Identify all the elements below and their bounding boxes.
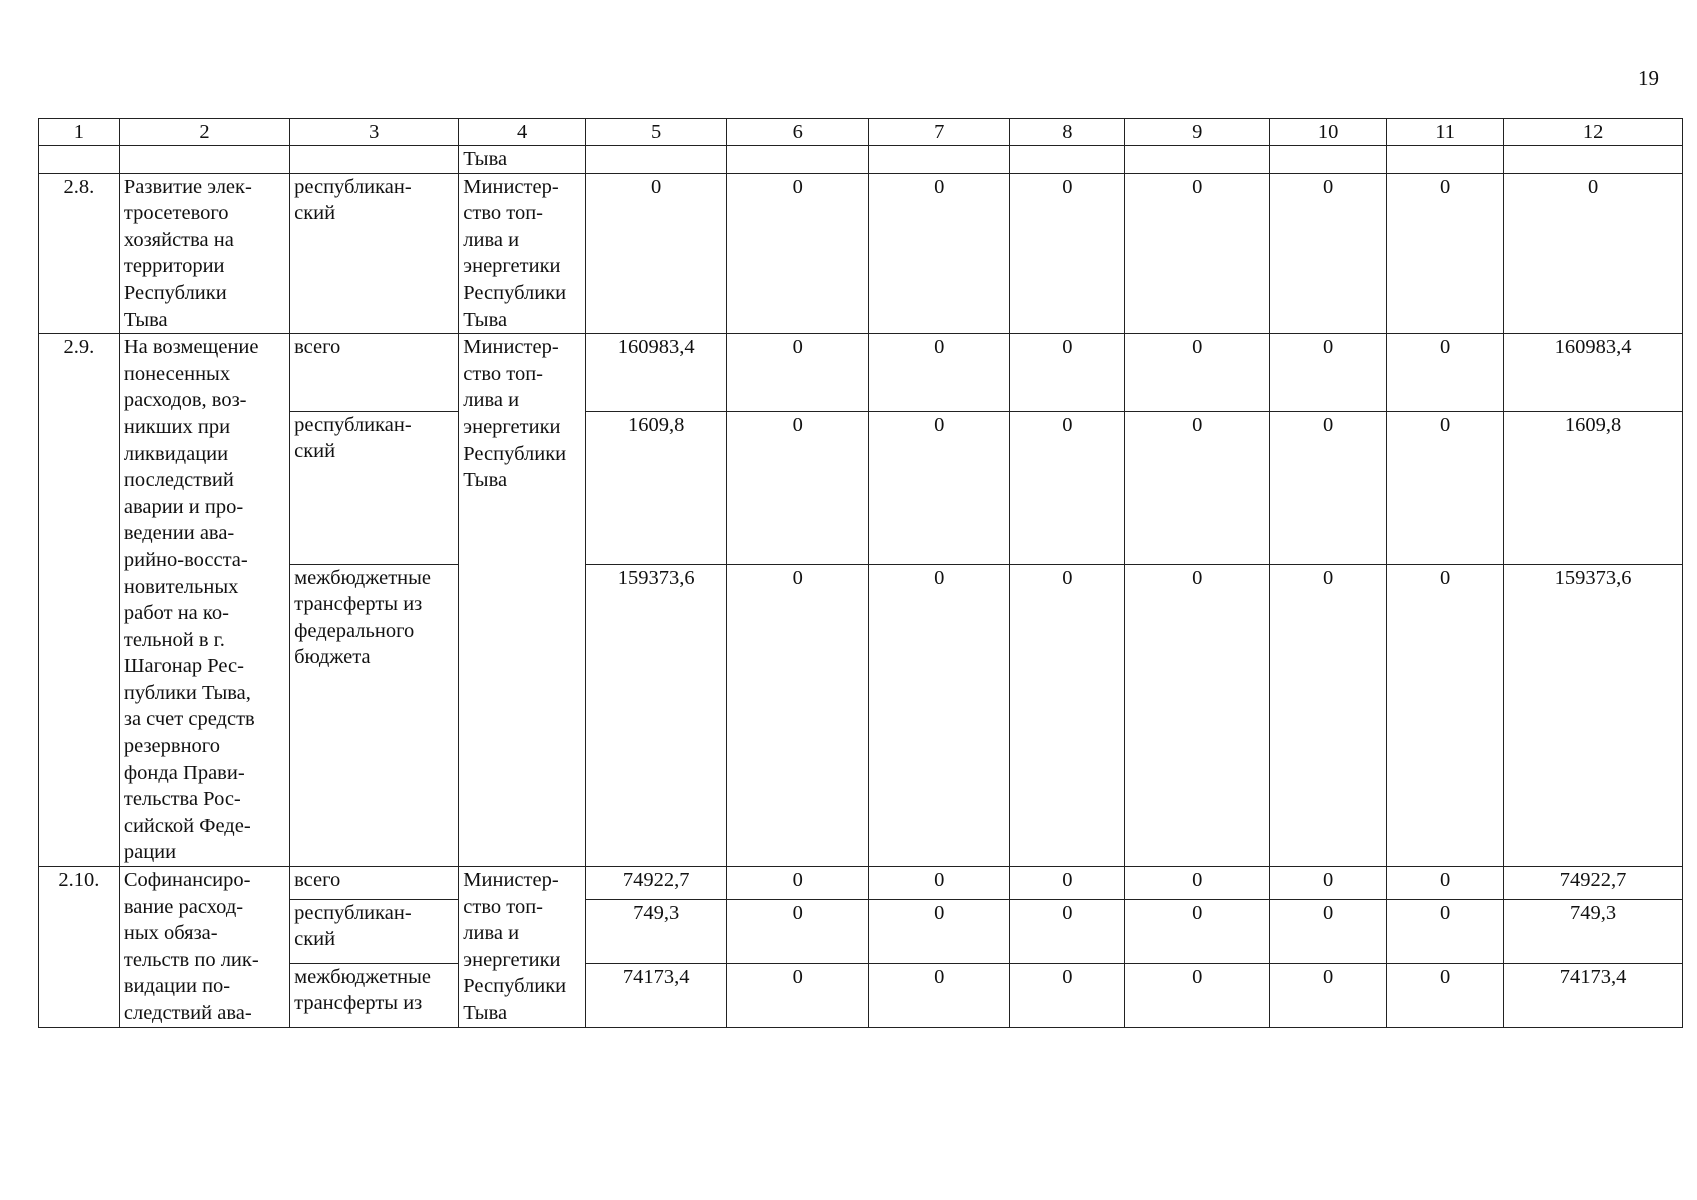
value-cell: 0 (1387, 899, 1504, 963)
value-cell: 74173,4 (1504, 963, 1683, 1027)
value-cell: 0 (1010, 867, 1125, 900)
empty-cell (585, 146, 727, 174)
executor-cell: Министер- ство топ- лива и энергетики Республики Тыва (459, 334, 586, 867)
table-row (39, 867, 1683, 900)
empty-cell (290, 146, 459, 174)
activity-name-cell: Развитие элек- тросетевого хозяйства на территории Республики Тыва (119, 173, 289, 334)
value-cell: 74173,4 (585, 963, 727, 1027)
value-cell: 0 (868, 867, 1010, 900)
column-number: 9 (1125, 119, 1270, 146)
value-cell: 74922,7 (585, 867, 727, 900)
value-cell: 0 (868, 173, 1010, 334)
value-cell: 0 (1125, 963, 1270, 1027)
activity-name-cell: На возмещение понесенных расходов, воз- никших при ликвидации последствий аварии и про- ведении ава- рийно-восста- новительных работ на ко- тельной в г. Шагонар Рес- публики Тыва, за счет средств резервного фонда Прави- тельства Рос- сийской Феде- рации (119, 334, 289, 867)
column-number: 12 (1504, 119, 1683, 146)
table-row (39, 173, 1683, 334)
value-cell: 159373,6 (1504, 564, 1683, 867)
empty-cell (868, 146, 1010, 174)
value-cell: 0 (1125, 411, 1270, 564)
value-cell: 0 (1010, 963, 1125, 1027)
value-cell: 0 (1270, 173, 1387, 334)
value-cell: 0 (1270, 334, 1387, 412)
empty-cell (727, 146, 869, 174)
funding-source-cell: межбюджетные трансферты из федерального бюджета (290, 564, 459, 867)
value-cell: 0 (868, 564, 1010, 867)
empty-cell (119, 146, 289, 174)
funding-source-cell: всего (290, 334, 459, 412)
value-cell: 0 (1387, 334, 1504, 412)
empty-cell (39, 146, 120, 174)
value-cell: 0 (1010, 173, 1125, 334)
value-cell: 0 (1387, 867, 1504, 900)
value-cell: 0 (1125, 334, 1270, 412)
row-number-cell: 2.8. (39, 173, 120, 334)
value-cell: 0 (727, 899, 869, 963)
value-cell: 0 (727, 963, 869, 1027)
value-cell: 0 (1010, 411, 1125, 564)
value-cell: 0 (1125, 867, 1270, 900)
value-cell: 1609,8 (1504, 411, 1683, 564)
value-cell: 0 (868, 899, 1010, 963)
value-cell: 0 (1010, 899, 1125, 963)
value-cell: 160983,4 (1504, 334, 1683, 412)
value-cell: 0 (1270, 899, 1387, 963)
value-cell: 0 (1387, 411, 1504, 564)
executor-cell: Министер- ство топ- лива и энергетики Республики Тыва (459, 173, 586, 334)
column-number: 11 (1387, 119, 1504, 146)
continuation-row (39, 146, 1683, 174)
column-number: 8 (1010, 119, 1125, 146)
funding-source-cell: республикан- ский (290, 173, 459, 334)
value-cell: 0 (727, 411, 869, 564)
value-cell: 159373,6 (585, 564, 727, 867)
value-cell: 0 (1125, 564, 1270, 867)
column-number: 7 (868, 119, 1010, 146)
value-cell: 0 (1270, 867, 1387, 900)
activity-name-cell: Софинансиро- вание расход- ных обяза- тельств по лик- видации по- следствий ава- (119, 867, 289, 1028)
budget-table (38, 118, 1683, 1028)
value-cell: 0 (1270, 564, 1387, 867)
value-cell: 160983,4 (585, 334, 727, 412)
funding-source-cell: республикан- ский (290, 411, 459, 564)
funding-source-cell: республикан- ский (290, 899, 459, 963)
empty-cell (1504, 146, 1683, 174)
value-cell: 749,3 (585, 899, 727, 963)
empty-cell (1010, 146, 1125, 174)
value-cell: 0 (727, 173, 869, 334)
table-row (39, 334, 1683, 412)
value-cell: 0 (1270, 411, 1387, 564)
value-cell: 0 (1125, 173, 1270, 334)
column-number: 3 (290, 119, 459, 146)
value-cell: 749,3 (1504, 899, 1683, 963)
column-number: 6 (727, 119, 869, 146)
column-number: 4 (459, 119, 586, 146)
column-number-row (39, 119, 1683, 146)
empty-cell (1270, 146, 1387, 174)
funding-source-cell: всего (290, 867, 459, 900)
value-cell: 74922,7 (1504, 867, 1683, 900)
column-number: 2 (119, 119, 289, 146)
row-number-cell: 2.10. (39, 867, 120, 1028)
value-cell: 0 (1125, 899, 1270, 963)
value-cell: 0 (727, 564, 869, 867)
empty-cell (1387, 146, 1504, 174)
column-number: 1 (39, 119, 120, 146)
value-cell: 0 (1270, 963, 1387, 1027)
value-cell: 0 (868, 963, 1010, 1027)
value-cell: 0 (727, 334, 869, 412)
value-cell: 0 (1010, 334, 1125, 412)
page-number: 19 (1638, 66, 1659, 90)
column-number: 10 (1270, 119, 1387, 146)
row-number-cell: 2.9. (39, 334, 120, 867)
empty-cell (1125, 146, 1270, 174)
column-number: 5 (585, 119, 727, 146)
value-cell: 0 (1387, 963, 1504, 1027)
value-cell: 1609,8 (585, 411, 727, 564)
value-cell: 0 (1504, 173, 1683, 334)
value-cell: 0 (1387, 173, 1504, 334)
value-cell: 0 (585, 173, 727, 334)
funding-source-cell: межбюджетные трансферты из (290, 963, 459, 1027)
value-cell: 0 (1010, 564, 1125, 867)
executor-cell: Министер- ство топ- лива и энергетики Республики Тыва (459, 867, 586, 1028)
executor-cell: Тыва (459, 146, 586, 174)
value-cell: 0 (727, 867, 869, 900)
value-cell: 0 (868, 411, 1010, 564)
value-cell: 0 (868, 334, 1010, 412)
value-cell: 0 (1387, 564, 1504, 867)
